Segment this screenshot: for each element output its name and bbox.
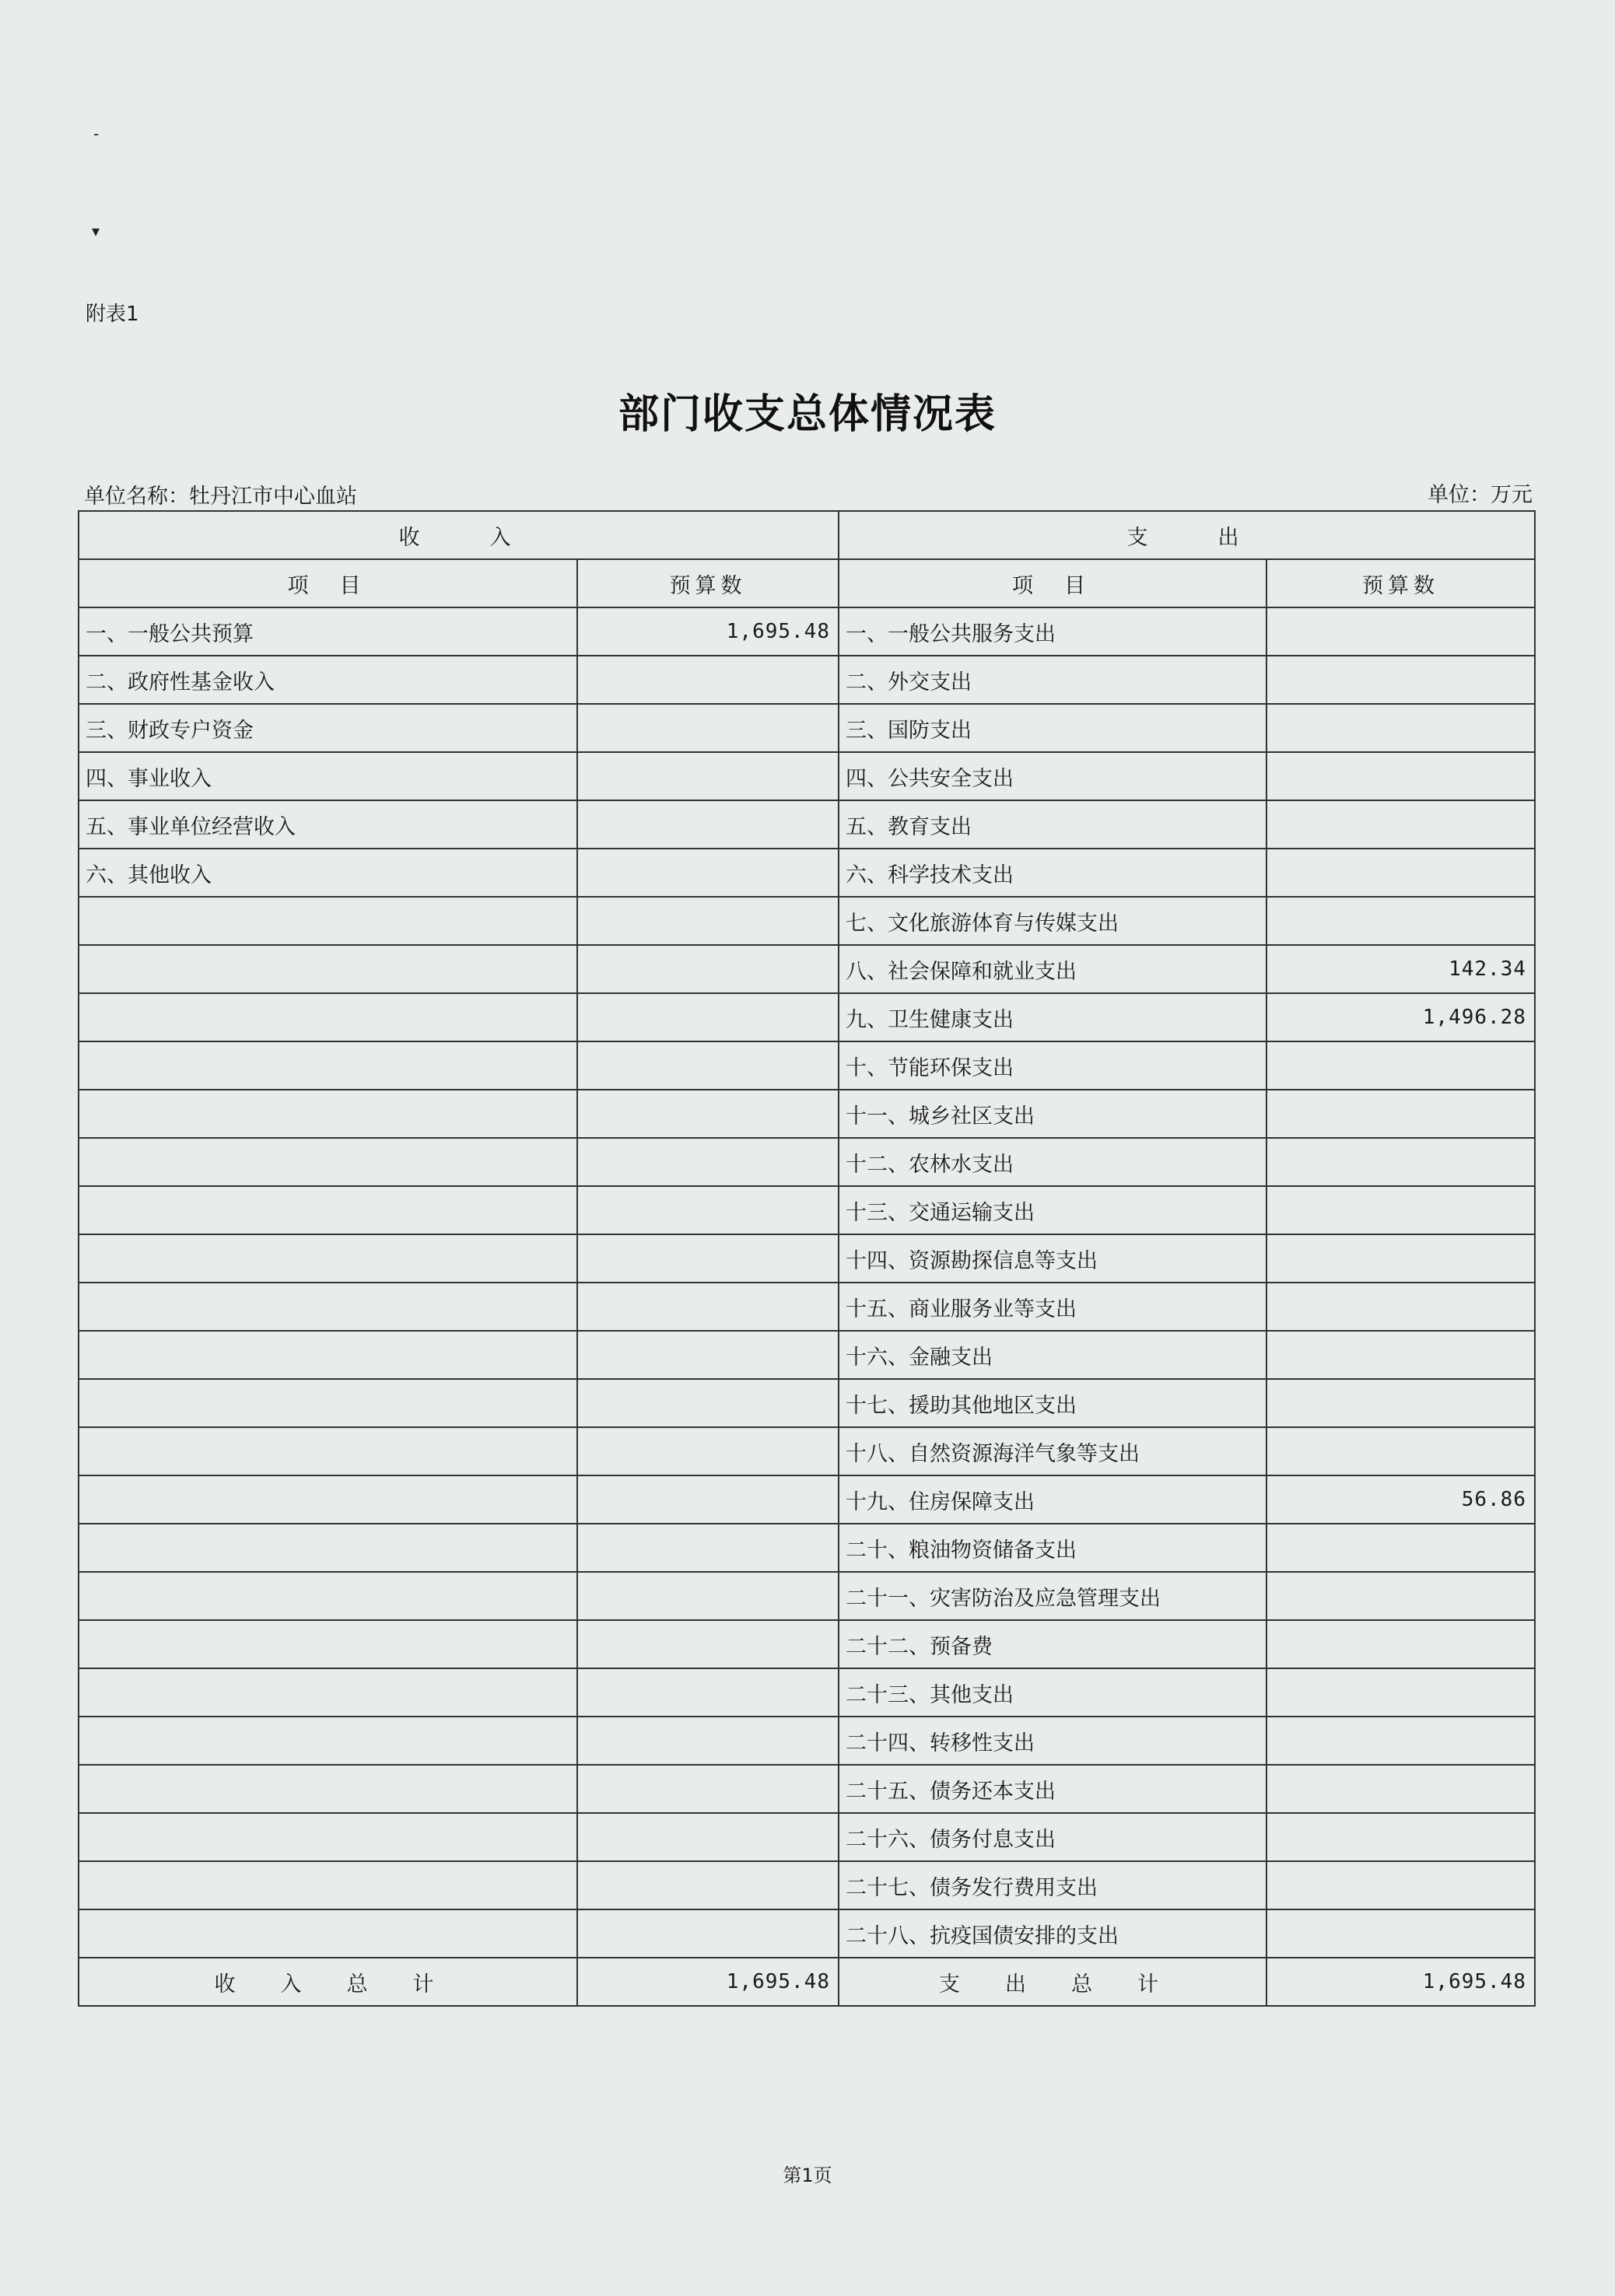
table-row [79,607,1535,656]
scan-mark: ▾ [92,222,100,240]
table-row [79,897,1535,945]
income-budget-cell [577,1524,839,1572]
expense-budget-cell [1266,1813,1535,1861]
expense-budget-cell [1266,752,1535,800]
expense-budget-cell [1266,1717,1535,1765]
income-item-cell [79,1090,577,1138]
expense-budget-cell [1266,849,1535,897]
income-item-cell: 四、事业收入 [79,752,577,800]
table-row [79,752,1535,800]
table-body [79,607,1535,1958]
section-header-row [79,511,1535,559]
expense-item-cell: 十七、援助其他地区支出 [839,1379,1266,1427]
income-total-value: 1,695.48 [577,1958,839,2006]
income-budget-cell [577,1668,839,1717]
expense-item-cell: 八、社会保障和就业支出 [839,945,1266,993]
expense-budget-cell [1266,1620,1535,1668]
expense-item-cell: 九、卫生健康支出 [839,993,1266,1041]
income-item-cell: 二、政府性基金收入 [79,656,577,704]
expense-budget-cell [1266,1186,1535,1234]
income-budget-cell [577,1283,839,1331]
expense-item-cell: 十六、金融支出 [839,1331,1266,1379]
income-budget-header: 预算数 [577,559,839,607]
totals-row [79,1958,1535,2006]
income-budget-cell: 1,695.48 [577,607,839,656]
income-budget-cell [577,1234,839,1283]
table-row [79,1379,1535,1427]
expense-item-cell: 二十三、其他支出 [839,1668,1266,1717]
income-budget-cell [577,849,839,897]
income-item-cell [79,1234,577,1283]
table-row [79,1813,1535,1861]
expense-budget-cell [1266,1234,1535,1283]
table-row [79,1572,1535,1620]
table-row [79,1765,1535,1813]
table-row [79,1524,1535,1572]
income-budget-cell [577,800,839,849]
income-item-cell [79,1186,577,1234]
table-row [79,1475,1535,1524]
income-item-cell: 一、一般公共预算 [79,607,577,656]
income-budget-cell [577,1090,839,1138]
income-budget-cell [577,1331,839,1379]
expense-budget-cell [1266,1524,1535,1572]
page-title: 部门收支总体情况表 [618,391,997,438]
income-budget-cell [577,656,839,704]
income-budget-cell [577,1813,839,1861]
column-header-row [79,559,1535,607]
income-budget-cell [577,1186,839,1234]
expense-item-cell: 十一、城乡社区支出 [839,1090,1266,1138]
income-item-cell [79,1765,577,1813]
income-item-cell [79,897,577,945]
income-budget-cell [577,897,839,945]
table-row [79,1427,1535,1475]
income-item-cell: 三、财政专户资金 [79,704,577,752]
table-row [79,1861,1535,1909]
income-item-cell [79,1379,577,1427]
income-budget-cell [577,1620,839,1668]
income-budget-cell [577,1572,839,1620]
expense-section-header: 支出 [839,511,1535,559]
expense-budget-cell [1266,1427,1535,1475]
expense-item-cell: 十二、农林水支出 [839,1138,1266,1186]
expense-item-cell: 六、科学技术支出 [839,849,1266,897]
table-row [79,945,1535,993]
expense-budget-cell [1266,1765,1535,1813]
income-item-cell [79,1909,577,1958]
expense-item-cell: 二十、粮油物资储备支出 [839,1524,1266,1572]
page-number: 第1页 [783,2165,832,2186]
table-row [79,849,1535,897]
table-row [79,704,1535,752]
expense-item-cell: 十九、住房保障支出 [839,1475,1266,1524]
table-row [79,800,1535,849]
expense-budget-cell [1266,1909,1535,1958]
expense-item-cell: 十五、商业服务业等支出 [839,1283,1266,1331]
income-item-cell [79,945,577,993]
income-item-cell [79,1427,577,1475]
expense-item-cell: 十三、交通运输支出 [839,1186,1266,1234]
table-row [79,1090,1535,1138]
income-budget-cell [577,1475,839,1524]
expense-item-cell: 二十四、转移性支出 [839,1717,1266,1765]
expense-budget-cell [1266,1283,1535,1331]
income-budget-cell [577,1717,839,1765]
income-item-cell [79,1620,577,1668]
table-row [79,1186,1535,1234]
expense-item-header: 项目 [839,559,1266,607]
expense-item-cell: 二十八、抗疫国债安排的支出 [839,1909,1266,1958]
income-budget-cell [577,945,839,993]
income-item-cell [79,1331,577,1379]
expense-budget-cell: 56.86 [1266,1475,1535,1524]
expense-budget-cell [1266,897,1535,945]
expense-budget-cell: 142.34 [1266,945,1535,993]
income-item-cell [79,1524,577,1572]
expense-budget-cell [1266,1668,1535,1717]
income-item-cell [79,993,577,1041]
income-budget-cell [577,993,839,1041]
expense-item-cell: 二十二、预备费 [839,1620,1266,1668]
table-row [79,1138,1535,1186]
table-row [79,1331,1535,1379]
income-item-cell [79,1475,577,1524]
income-item-cell: 六、其他收入 [79,849,577,897]
expense-budget-cell [1266,704,1535,752]
income-budget-cell [577,1138,839,1186]
expense-item-cell: 二十七、债务发行费用支出 [839,1861,1266,1909]
expense-item-cell: 五、教育支出 [839,800,1266,849]
unit-name: 单位名称：牡丹江市中心血站 [84,485,357,509]
expense-budget-cell [1266,1861,1535,1909]
expense-budget-header: 预算数 [1266,559,1535,607]
income-budget-cell [577,1861,839,1909]
income-budget-cell [577,1041,839,1090]
income-budget-cell [577,704,839,752]
table-row [79,1234,1535,1283]
income-item-cell [79,1668,577,1717]
income-total-label: 收入总计 [79,1958,577,2006]
table-row [79,1620,1535,1668]
expense-total-value: 1,695.48 [1266,1958,1535,2006]
income-item-cell [79,1041,577,1090]
income-item-cell [79,1717,577,1765]
income-item-header: 项目 [79,559,577,607]
expense-item-cell: 二十一、灾害防治及应急管理支出 [839,1572,1266,1620]
income-item-cell [79,1138,577,1186]
expense-item-cell: 二、外交支出 [839,656,1266,704]
expense-budget-cell [1266,800,1535,849]
expense-item-cell: 十、节能环保支出 [839,1041,1266,1090]
income-budget-cell [577,1909,839,1958]
table-row [79,1668,1535,1717]
income-item-cell [79,1861,577,1909]
expense-total-label: 支出总计 [839,1958,1266,2006]
attachment-label: 附表1 [86,303,139,326]
expense-item-cell: 七、文化旅游体育与传媒支出 [839,897,1266,945]
expense-budget-cell [1266,1572,1535,1620]
expense-budget-cell [1266,1138,1535,1186]
expense-budget-cell [1266,1379,1535,1427]
budget-table [78,510,1536,2007]
expense-item-cell: 四、公共安全支出 [839,752,1266,800]
expense-budget-cell [1266,1041,1535,1090]
scan-mark: - [93,124,100,143]
income-section-header: 收入 [79,511,839,559]
income-item-cell: 五、事业单位经营收入 [79,800,577,849]
expense-item-cell: 一、一般公共服务支出 [839,607,1266,656]
expense-item-cell: 二十五、债务还本支出 [839,1765,1266,1813]
table-row [79,1909,1535,1958]
income-item-cell [79,1572,577,1620]
table-row [79,1041,1535,1090]
expense-budget-cell [1266,1331,1535,1379]
table-row [79,1717,1535,1765]
income-budget-cell [577,752,839,800]
expense-item-cell: 三、国防支出 [839,704,1266,752]
expense-budget-cell [1266,656,1535,704]
expense-budget-cell: 1,496.28 [1266,993,1535,1041]
expense-item-cell: 十四、资源勘探信息等支出 [839,1234,1266,1283]
expense-budget-cell [1266,1090,1535,1138]
table-row [79,656,1535,704]
income-item-cell [79,1813,577,1861]
expense-item-cell: 十八、自然资源海洋气象等支出 [839,1427,1266,1475]
expense-budget-cell [1266,607,1535,656]
income-item-cell [79,1283,577,1331]
expense-item-cell: 二十六、债务付息支出 [839,1813,1266,1861]
income-budget-cell [577,1379,839,1427]
income-budget-cell [577,1765,839,1813]
table-row [79,1283,1535,1331]
income-budget-cell [577,1427,839,1475]
table-row [79,993,1535,1041]
unit-measure: 单位：万元 [1428,483,1533,507]
